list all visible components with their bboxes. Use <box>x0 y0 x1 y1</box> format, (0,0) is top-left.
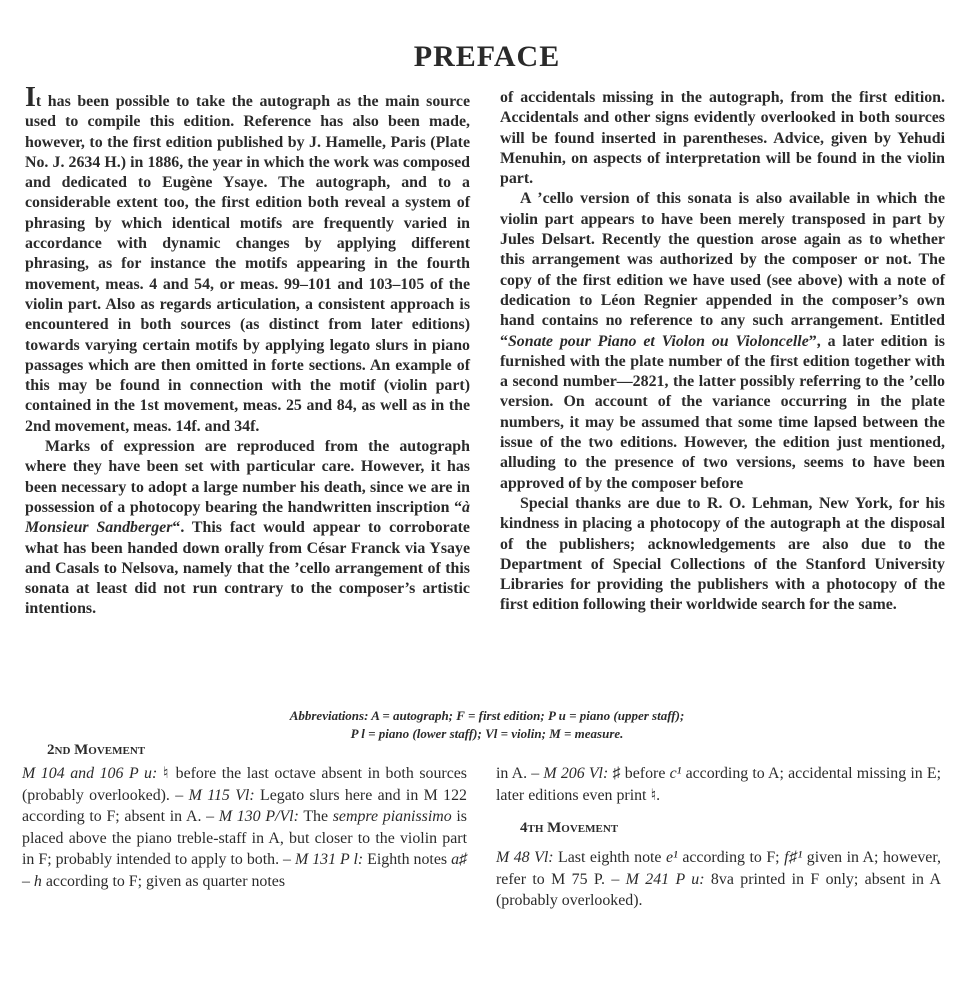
note-reference: M 206 Vl: <box>543 765 609 782</box>
note-text: Last eighth note <box>553 849 666 866</box>
abbreviations-line-2: P l = piano (lower staff); Vl = violin; M = measure. <box>350 726 624 741</box>
preface-left-column <box>25 82 470 620</box>
edition-title: Sonate pour Piano et Violon ou Violoncelle <box>507 332 809 350</box>
note-reference: M 115 Vl: <box>188 786 255 804</box>
note-text: 8va printed in F only; absent in A (probably overlooked). <box>496 870 941 909</box>
critical-note <box>496 847 941 912</box>
abbreviations-line-1: Abbreviations: A = autograph; F = first edition; P u = piano (upper staff); <box>289 708 685 723</box>
preface-paragraph-5: Special thanks are due to R. O. Lehman, New York, for his kindness in placing a photocopy of the autograph at the disposal of the publishers; acknowledgements are also due to the Department of Special Collections of the Stanford University Libraries for providing the publishers with a photocopy of the first edition following their worldwide search for the same. <box>500 494 945 614</box>
note-text: ♮ before the last octave absent in both sources (probably overlooked). – <box>22 765 467 804</box>
movement-heading-2nd: 2nd Movement <box>47 742 146 758</box>
note-reference: M 130 P/Vl: <box>218 808 299 825</box>
preface-paragraph-4 <box>500 189 945 493</box>
note-reference: M 104 and 106 P u: <box>22 765 158 782</box>
note-term: sempre pianissimo <box>332 808 452 825</box>
note-pitches: a♯ – h <box>22 851 467 890</box>
note-pitches: f♯¹ <box>784 849 803 866</box>
note-text: The <box>298 808 333 825</box>
note-text: according to F; <box>677 849 785 866</box>
paragraph-text: “. This fact would appear to corroborate what has been handed down orally from César Franck via Ysaye and Casals to Nelsova, namely that the ’cello arrangement of this sonata at least did not run contrary to the composer’s artistic intentions. <box>25 519 470 618</box>
note-text: in A. – <box>496 765 544 782</box>
note-text: given in A; however, refer to M 75 P. – <box>496 849 941 888</box>
critical-note <box>22 763 467 892</box>
paragraph-text: A ’cello version of this sonata is also available in which the violin part appears to have been merely transposed in part by Jules Delsart. Recently the question arose again as to whether this arrangement was authorized by the composer or not. The copy of the first edition we have used (see above) with a note of dedication to Léon Regnier appended in the composer’s own hand contains no reference to any such arrangement. Entitled “ <box>500 190 945 350</box>
notes-right-column <box>496 763 941 912</box>
drop-cap: I <box>25 82 36 113</box>
preface-paragraph-3: of accidentals missing in the autograph, from the first edition. Accidentals and other signs evidently overlooked in both sources will be found inserted in parentheses. Advice, given by Yehudi Menuhin, on aspects of interpretation will be found in the violin part. <box>500 89 945 188</box>
note-text: Eighth notes <box>363 851 452 868</box>
note-reference: M 48 Vl: <box>496 849 554 866</box>
preface-paragraph-1 <box>25 82 470 437</box>
paragraph-text: Marks of expression are reproduced from the autograph where they have been set with particular care. However, it has been necessary to adopt a large number his death, since we are in possession of a photocopy bearing the handwritten inscription “ <box>25 438 470 516</box>
note-text: is placed above the piano treble-staff in A, but closer to the violin part in F; probably intended to apply to both. – <box>22 808 467 868</box>
note-text: ♯ before <box>608 765 670 782</box>
abbreviations <box>0 707 974 743</box>
note-pitches: c¹ <box>669 765 682 782</box>
note-text: Legato slurs here and in M 122 according to F; absent in A. – <box>22 786 468 825</box>
note-reference: M 131 P l: <box>294 851 364 868</box>
preface-paragraph-2 <box>25 437 470 620</box>
page-title: PREFACE <box>413 40 561 73</box>
notes-left-column <box>22 740 467 892</box>
critical-note <box>496 763 941 806</box>
note-text: according to F; given as quarter notes <box>41 872 286 890</box>
note-reference: M 241 P u: <box>625 870 705 888</box>
preface-right-column <box>500 88 945 616</box>
paragraph-text: ”, a later edition is furnished with the plate number of the first edition together with a second number—2821, the latter possibly referring to the ’cello version. On account of the variance occurring in the plate numbers, it may be assumed that some time lapsed between the issue of the two editions. However, the edition just mentioned, alluding to the presence of two versions, seems to have been approved of by the composer before <box>500 332 945 492</box>
note-pitches: e¹ <box>665 849 678 866</box>
note-text: according to A; accidental missing in E; later editions even print ♮. <box>496 765 942 804</box>
movement-heading-4th: 4th Movement <box>520 820 619 836</box>
inscription-quote: à Monsieur Sandberger <box>25 498 470 537</box>
paragraph-text: t has been possible to take the autograph as the main source used to compile this edition. Reference has also been made, however, to the first edition published by J. Hamelle, Paris (Plate No. J. 2634 H.) in 1886, the year in which the work was composed and dedicated to Eugène Ysaye. The autograph, and to a considerable extent too, the first edition both reveal a system of phrasing by which identical motifs are frequently varied in accordance with dynamic changes by applying different phrasing, as for instance the motifs appearing in the fourth movement, meas. 4 and 54, or meas. 99–101 and 103–105 of the violin part. Also as regards articulation, a consistent approach is encountered in both sources (as distinct from later editions) towards varying certain motifs by applying legato slurs in piano passages which are then omitted in forte sections. An example of this may be found in connection with the motif (violin part) contained in the 1st movement, meas. 25 and 84, as well as in the 2nd movement, meas. 14f. and 34f. <box>25 93 470 435</box>
